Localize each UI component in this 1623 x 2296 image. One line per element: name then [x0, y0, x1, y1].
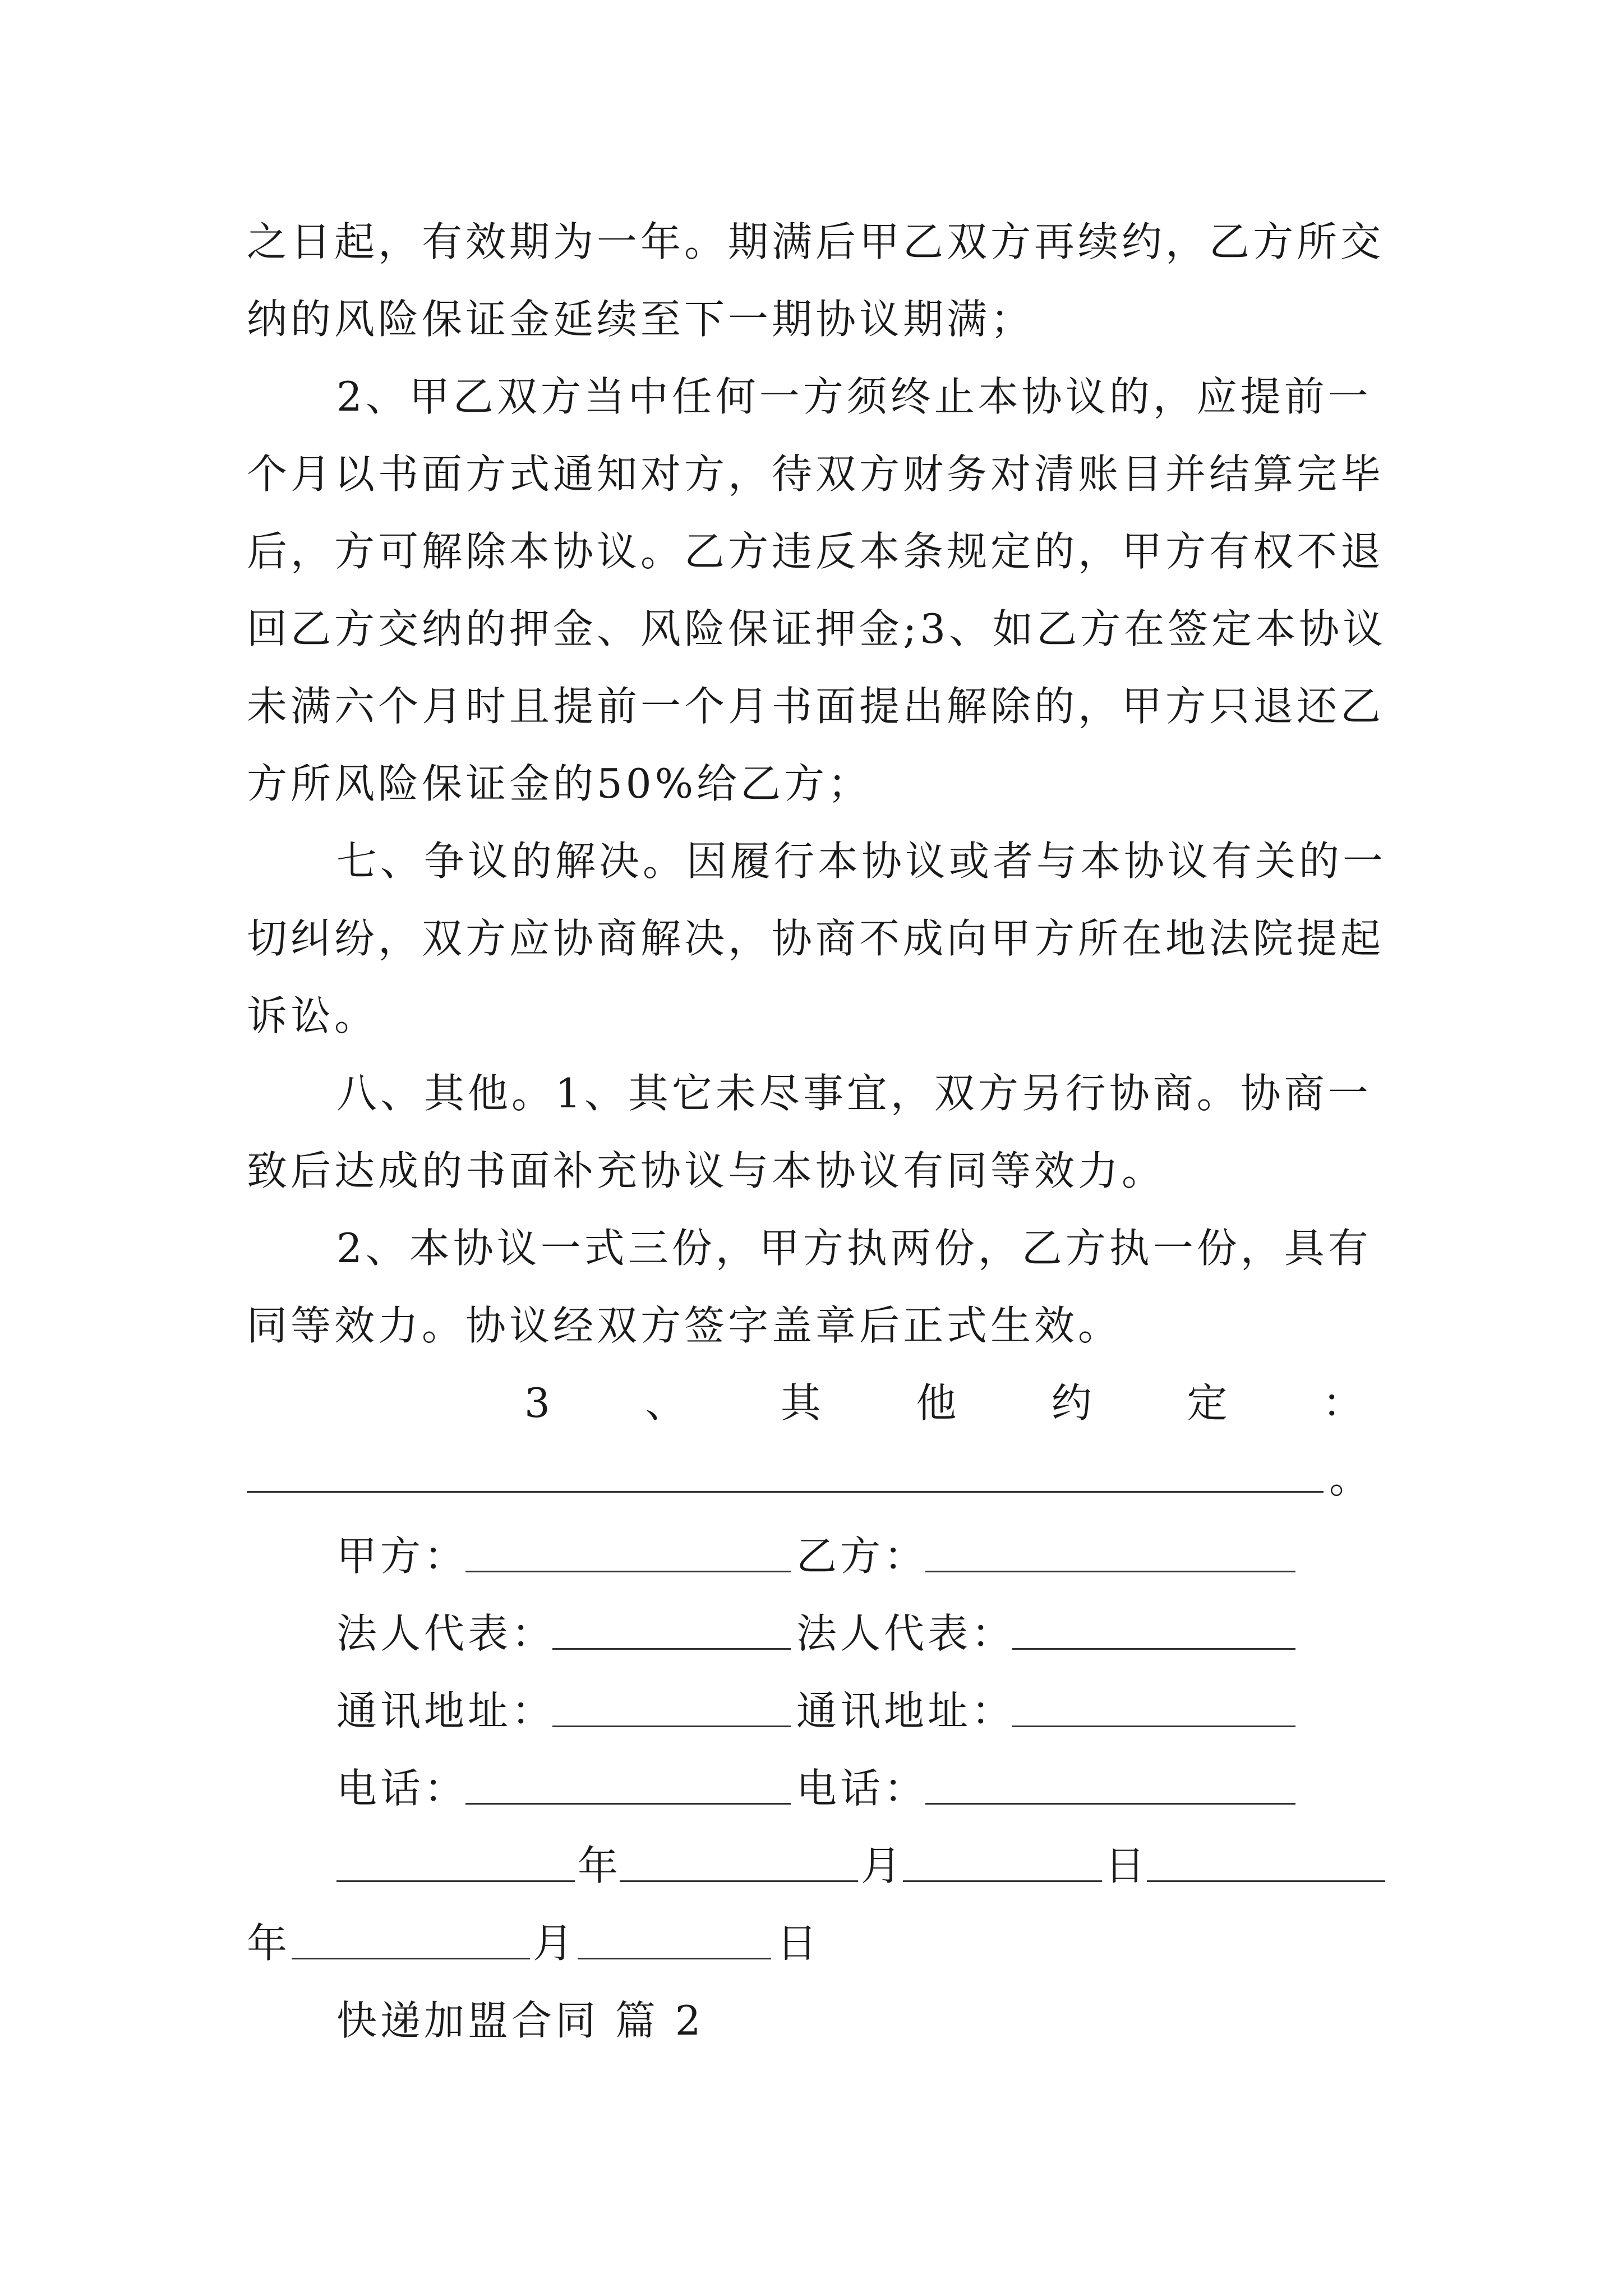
other-agreement-char: 其 [780, 1379, 821, 1427]
text-line-5: 后，方可解除本协议。乙方违反本条规定的，甲方有权不退 [247, 528, 1385, 575]
text-line-2: 纳的风险保证金延续至下一期协议期满； [247, 296, 1035, 343]
address-a-blank [552, 1726, 791, 1727]
legal-rep-a-label: 法人代表： [336, 1610, 556, 1657]
date2-month-blank [292, 1958, 530, 1959]
date2-day-blank [578, 1958, 771, 1959]
text-line-3: 2、甲乙双方当中任何一方须终止本协议的，应提前一 [336, 373, 1372, 420]
phone-b-blank [925, 1803, 1295, 1805]
text-line-10: 切纠纷，双方应协商解决，协商不成向甲方所在地法院提起 [247, 915, 1385, 962]
other-agreement-char: ： [1322, 1379, 1363, 1427]
date2-day-label: 日 [777, 1920, 821, 1967]
date2-year-label: 年 [247, 1920, 291, 1967]
other-agreement-char: 他 [916, 1379, 957, 1427]
party-a-label: 甲方： [336, 1533, 468, 1580]
address-b-blank [1012, 1726, 1295, 1727]
address-b-label: 通讯地址： [796, 1687, 1016, 1734]
date2-month-label: 月 [533, 1920, 577, 1967]
party-b-label: 乙方： [796, 1533, 928, 1580]
text-line-4: 个月以书面方式通知对方，待双方财务对清账目并结算完毕 [247, 450, 1385, 498]
date1-month-blank [620, 1880, 858, 1882]
other-agreement-char: 3 [524, 1379, 550, 1427]
other-agreement-blank [247, 1455, 1385, 1503]
date1-month-label: 月 [861, 1842, 905, 1889]
legal-rep-a-blank [552, 1648, 791, 1650]
text-line-8: 方所风险保证金的50%给乙方； [247, 760, 872, 807]
text-line-7: 未满六个月时且提前一个月书面提出解除的，甲方只退还乙 [247, 683, 1385, 730]
other-agreement-line [524, 1379, 1363, 1427]
blank-end-mark: 。 [1329, 1455, 1370, 1502]
text-line-1: 之日起，有效期为一年。期满后甲乙双方再续约，乙方所交 [247, 218, 1385, 265]
date1-trailing-blank [1147, 1880, 1385, 1882]
text-line-12: 八、其他。1、其它未尽事宜，双方另行协商。协商一 [336, 1070, 1372, 1117]
phone-a-label: 电话： [336, 1765, 468, 1812]
other-agreement-char: 、 [645, 1379, 686, 1427]
text-line-11: 诉讼。 [247, 992, 379, 1039]
text-line-14: 2、本协议一式三份，甲方执两份，乙方执一份，具有 [336, 1225, 1372, 1272]
date1-year-blank [336, 1880, 575, 1882]
phone-a-blank [465, 1803, 791, 1805]
legal-rep-b-blank [1012, 1648, 1295, 1650]
date1-year-label: 年 [578, 1842, 622, 1889]
text-line-9: 七、争议的解决。因履行本协议或者与本协议有关的一 [336, 838, 1387, 885]
other-agreement-char: 约 [1051, 1379, 1092, 1427]
text-line-13: 致后达成的书面补充协议与本协议有同等效力。 [247, 1147, 1166, 1194]
text-line-6: 回乙方交纳的押金、风险保证押金;3、如乙方在签定本协议 [247, 605, 1387, 652]
blank-line [247, 1491, 1324, 1493]
text-line-15: 同等效力。协议经双方签字盖章后正式生效。 [247, 1302, 1122, 1349]
party-a-blank [465, 1571, 791, 1572]
date1-day-label: 日 [1105, 1842, 1149, 1889]
phone-b-label: 电话： [796, 1765, 928, 1812]
date1-day-blank [903, 1880, 1102, 1882]
address-a-label: 通讯地址： [336, 1687, 556, 1734]
legal-rep-b-label: 法人代表： [796, 1610, 1016, 1657]
next-contract-title: 快递加盟合同 篇 2 [336, 1997, 704, 2044]
other-agreement-char: 定 [1187, 1379, 1228, 1427]
party-b-blank [925, 1571, 1295, 1572]
